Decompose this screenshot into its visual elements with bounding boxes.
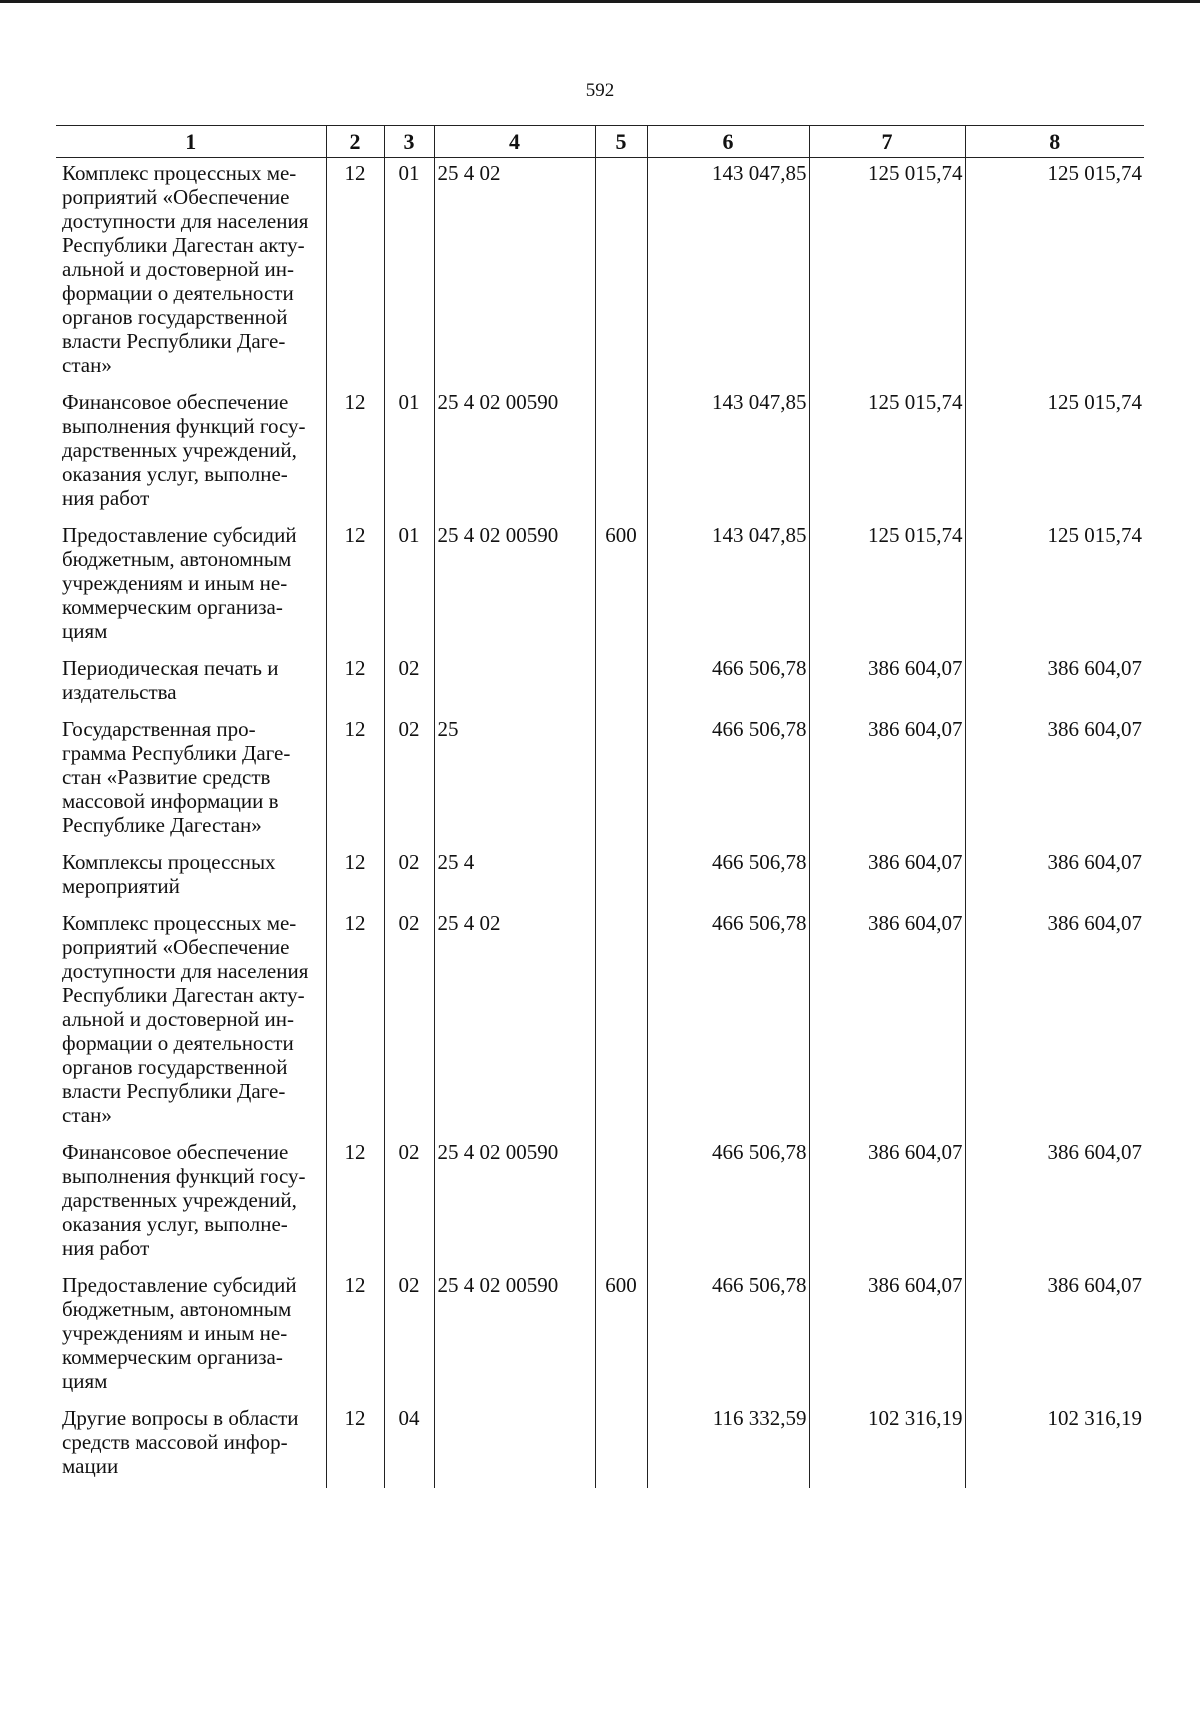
row-amount-2: 386 604,07 [809,1270,965,1403]
page-top-edge [0,0,1200,3]
table-row [56,653,1144,714]
row-amount-3: 386 604,07 [965,847,1144,908]
row-subsection: 01 [384,387,434,520]
table-row [56,1270,1144,1403]
row-amount-1: 143 047,85 [647,158,809,388]
row-expense-type [595,908,647,1137]
row-amount-2: 386 604,07 [809,908,965,1137]
row-amount-2: 125 015,74 [809,520,965,653]
row-name: Комплексы процессных мероприятий [62,850,276,898]
row-target-code: 25 4 [434,847,595,908]
row-amount-1: 466 506,78 [647,908,809,1137]
header-col-8: 8 [965,126,1144,158]
row-expense-type [595,653,647,714]
row-amount-1: 466 506,78 [647,1270,809,1403]
row-expense-type [595,387,647,520]
header-col-4: 4 [434,126,595,158]
row-subsection: 02 [384,653,434,714]
row-section: 12 [326,1403,384,1488]
row-name: Комплекс процессных ме- роприятий «Обеспечение доступности для населения Республики Дагестан акту- альной и достоверной ин- формации о деятельности органов государственной власти Республики Даге- стан» [62,161,309,377]
row-subsection: 02 [384,714,434,847]
row-section: 12 [326,387,384,520]
row-amount-2: 125 015,74 [809,387,965,520]
row-amount-3: 386 604,07 [965,908,1144,1137]
row-subsection: 01 [384,158,434,388]
row-expense-type: 600 [595,520,647,653]
row-expense-type [595,1137,647,1270]
row-subsection: 02 [384,1270,434,1403]
row-amount-3: 386 604,07 [965,714,1144,847]
row-amount-1: 466 506,78 [647,653,809,714]
row-expense-type [595,714,647,847]
row-amount-3: 386 604,07 [965,1270,1144,1403]
row-name: Другие вопросы в области средств массовой инфор- мации [62,1406,299,1478]
row-target-code: 25 4 02 [434,908,595,1137]
table-row [56,1403,1144,1488]
row-amount-2: 386 604,07 [809,653,965,714]
row-section: 12 [326,520,384,653]
row-subsection: 01 [384,520,434,653]
row-expense-type: 600 [595,1270,647,1403]
row-target-code: 25 4 02 00590 [434,1137,595,1270]
header-col-6: 6 [647,126,809,158]
table-row [56,714,1144,847]
row-target-code [434,1403,595,1488]
row-subsection: 02 [384,908,434,1137]
row-amount-3: 386 604,07 [965,1137,1144,1270]
row-name: Комплекс процессных ме- роприятий «Обеспечение доступности для населения Республики Дагестан акту- альной и достоверной ин- формации о деятельности органов государственной власти Республики Даге- стан» [62,911,309,1127]
row-target-code: 25 [434,714,595,847]
row-name: Периодическая печать и издательства [62,656,279,704]
row-amount-3: 125 015,74 [965,387,1144,520]
table-row [56,908,1144,1137]
header-col-3: 3 [384,126,434,158]
row-name: Государственная про- грамма Республики Даге- стан «Развитие средств массовой информации в Республике Дагестан» [62,717,291,837]
table-row [56,158,1144,388]
table-row [56,387,1144,520]
row-subsection: 02 [384,847,434,908]
row-target-code: 25 4 02 00590 [434,387,595,520]
row-subsection: 02 [384,1137,434,1270]
header-col-2: 2 [326,126,384,158]
budget-table [56,125,1144,1488]
table-row [56,1137,1144,1270]
row-target-code: 25 4 02 00590 [434,1270,595,1403]
row-amount-1: 116 332,59 [647,1403,809,1488]
table-row [56,520,1144,653]
row-amount-2: 386 604,07 [809,847,965,908]
row-name: Финансовое обеспечение выполнения функций госу- дарственных учреждений, оказания услуг, выполне- ния работ [62,390,306,510]
row-section: 12 [326,1137,384,1270]
row-subsection: 04 [384,1403,434,1488]
row-amount-1: 143 047,85 [647,387,809,520]
row-target-code: 25 4 02 [434,158,595,388]
row-amount-3: 125 015,74 [965,158,1144,388]
row-amount-3: 386 604,07 [965,653,1144,714]
row-amount-3: 125 015,74 [965,520,1144,653]
page-number: 592 [585,80,615,101]
row-amount-3: 102 316,19 [965,1403,1144,1488]
row-expense-type [595,1403,647,1488]
row-name: Финансовое обеспечение выполнения функций госу- дарственных учреждений, оказания услуг, выполне- ния работ [62,1140,306,1260]
row-name: Предоставление субсидий бюджетным, автономным учреждениям и иным не- коммерческим организа- циям [62,523,297,643]
table-header [56,126,1144,158]
row-expense-type [595,158,647,388]
row-section: 12 [326,847,384,908]
row-section: 12 [326,714,384,847]
table-row [56,847,1144,908]
row-amount-2: 125 015,74 [809,158,965,388]
header-col-5: 5 [595,126,647,158]
header-col-1: 1 [56,126,326,158]
header-row [56,126,1144,158]
row-target-code [434,653,595,714]
row-amount-2: 386 604,07 [809,714,965,847]
row-expense-type [595,847,647,908]
table-body [56,158,1144,1489]
row-amount-1: 466 506,78 [647,847,809,908]
row-target-code: 25 4 02 00590 [434,520,595,653]
row-amount-2: 386 604,07 [809,1137,965,1270]
row-section: 12 [326,908,384,1137]
row-section: 12 [326,653,384,714]
header-col-7: 7 [809,126,965,158]
row-amount-1: 466 506,78 [647,1137,809,1270]
row-section: 12 [326,1270,384,1403]
row-name: Предоставление субсидий бюджетным, автономным учреждениям и иным не- коммерческим организа- циям [62,1273,297,1393]
row-amount-1: 143 047,85 [647,520,809,653]
row-amount-1: 466 506,78 [647,714,809,847]
row-section: 12 [326,158,384,388]
row-amount-2: 102 316,19 [809,1403,965,1488]
